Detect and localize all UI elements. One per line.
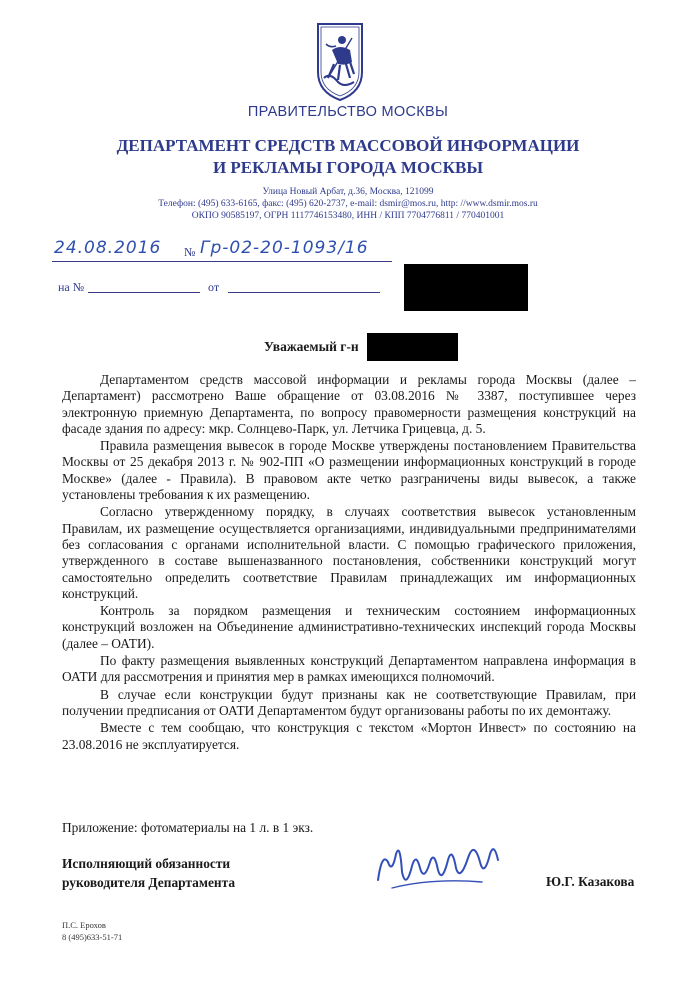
- department-address: Улица Новый Арбат, д.36, Москва, 121099: [262, 187, 434, 197]
- body-paragraph-1: Департаментом средств массовой информации и рекламы города Москвы (далее – Департамент) рассмотрено Ваше обращение от 03.08.2016 № 3387, поступившее через электронную приемную Департамента, по вопросу правомерности размещения конструкций на фасаде здания по адресу: мкр. Солнцево-Парк, ул. Летчика Грицевца, д. 5.: [62, 372, 636, 436]
- signatory-title-line1: Исполняющий обязанности: [62, 856, 231, 871]
- body-paragraph-6: В случае если конструкции будут признаны как не соответствующие Правилам, при получении предписания от ОАТИ Департаментом будут организованы работы по их демонтажу.: [62, 686, 636, 718]
- registration-number: Гр-02-20-1093/16: [200, 238, 369, 258]
- body-paragraph-4: Контроль за порядком размещения и техническим состоянием информационных конструкций возложен на Объединение административно-технических инспекций города Москвы (далее – ОАТИ).: [62, 603, 636, 651]
- reference-date-label: от: [208, 280, 220, 294]
- signatory-title: [62, 854, 235, 892]
- registration-date: 24.08.2016: [54, 238, 162, 258]
- executor-phone: 8 (495)633-51-71: [62, 932, 123, 942]
- body-paragraph-5: По факту размещения выявленных конструкций Департаментом направлена информация в ОАТИ для рассмотрения и принятия мер в рамках имеющихся полномочий.: [62, 653, 636, 685]
- department-title-line2: И РЕКЛАМЫ ГОРОДА МОСКВЫ: [212, 158, 484, 177]
- signatory-name: Ю.Г. Казакова: [546, 874, 635, 889]
- body-paragraph-7: Вместе с тем сообщаю, что конструкция с текстом «Мортон Инвест» по состоянию на 23.08.2016 не эксплуатируется.: [62, 720, 636, 752]
- government-title: ПРАВИТЕЛЬСТВО МОСКВЫ: [247, 104, 449, 120]
- registration-underline: [52, 261, 392, 262]
- redacted-name-block: [367, 333, 458, 361]
- reference-number-label: на №: [58, 280, 85, 294]
- department-title-line1: ДЕПАРТАМЕНТ СРЕДСТВ МАССОВОЙ ИНФОРМАЦИИ: [116, 136, 580, 155]
- signatory-title-line2: руководителя Департамента: [62, 875, 236, 890]
- reference-date-line: [228, 292, 380, 293]
- attachment-note: Приложение: фотоматериалы на 1 л. в 1 экз.: [62, 820, 314, 835]
- redacted-addressee-block: [404, 264, 528, 311]
- executor-name: П.С. Ерохов: [62, 920, 106, 930]
- body-paragraph-3: Согласно утвержденному порядку, в случаях соответствия вывесок установленным Правилам, их размещение осуществляется организациями, индивидуальными предпринимателями без согласования с органами исполнительной власти. С помощью графического приложения, утвержденного в составе вышеназванного постановления, собственники конструкций могут самостоятельно определить соответствие Правилам принадлежащих им информационных конструкций.: [62, 504, 636, 601]
- department-contacts: Телефон: (495) 633-6165, факс: (495) 620-2737, e-mail: dsmir@mos.ru, http: //www.dsmir.mos.ru: [158, 199, 538, 209]
- letter-body: [62, 372, 636, 754]
- registration-number-label: №: [184, 245, 196, 259]
- handwritten-signature-icon: [372, 832, 512, 902]
- body-paragraph-2: Правила размещения вывесок в городе Москве утверждены постановлением Правительства Москвы от 25 декабря 2013 г. № 902-ПП «О размещении информационных конструкций в городе Москве» (далее - Правила). В правовом акте четко разграничены виды вывесок, а также установлены требования к их размещению.: [62, 438, 636, 503]
- executor-info: [62, 919, 122, 943]
- reference-number-line: [88, 292, 200, 293]
- department-registry-codes: ОКПО 90585197, ОГРН 1117746153480, ИНН / КПП 7704776811 / 770401001: [191, 211, 505, 221]
- moscow-coat-of-arms-icon: [314, 20, 366, 102]
- salutation: Уважаемый г-н: [264, 339, 359, 354]
